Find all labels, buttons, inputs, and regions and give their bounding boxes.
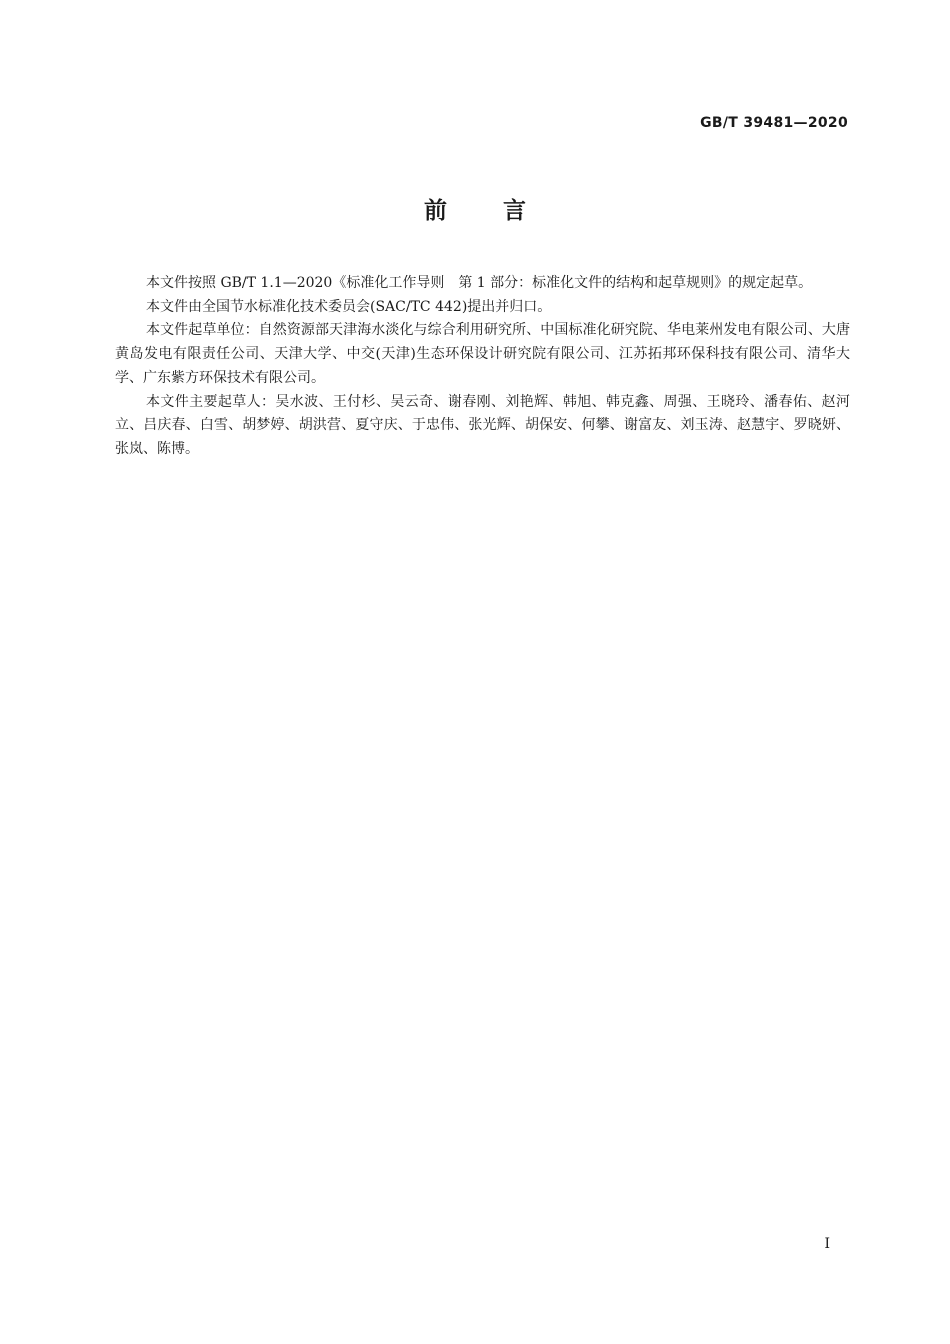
foreword-body	[115, 272, 850, 462]
page-title: 前言	[424, 198, 582, 224]
paragraph-drafting-units: 本文件起草单位：自然资源部天津海水淡化与综合利用研究所、中国标准化研究院、华电莱州发电有限公司、大唐黄岛发电有限责任公司、天津大学、中交(天津)生态环保设计研究院有限公司、江苏拓邦环保科技有限公司、清华大学、广东紫方环保技术有限公司。	[115, 322, 850, 386]
paragraph-proposer: 本文件由全国节水标准化技术委员会(SAC/TC 442)提出并归口。	[146, 298, 552, 315]
paragraph-main-drafters: 本文件主要起草人：吴水波、王付杉、吴云奇、谢春刚、刘艳辉、韩旭、韩克鑫、周强、王晓玲、潘春佑、赵河立、吕庆春、白雪、胡梦婷、胡洪营、夏守庆、于忠伟、张光辉、胡保安、何攀、谢富友、刘玉涛、赵慧宇、罗晓妍、张岚、陈博。	[115, 393, 850, 457]
page-number: I	[824, 1236, 830, 1252]
paragraph-drafting-rules: 本文件按照 GB/T 1.1—2020《标准化工作导则 第 1 部分：标准化文件的结构和起草规则》的规定起草。	[146, 275, 813, 291]
standard-number: GB/T 39481—2020	[700, 115, 848, 131]
